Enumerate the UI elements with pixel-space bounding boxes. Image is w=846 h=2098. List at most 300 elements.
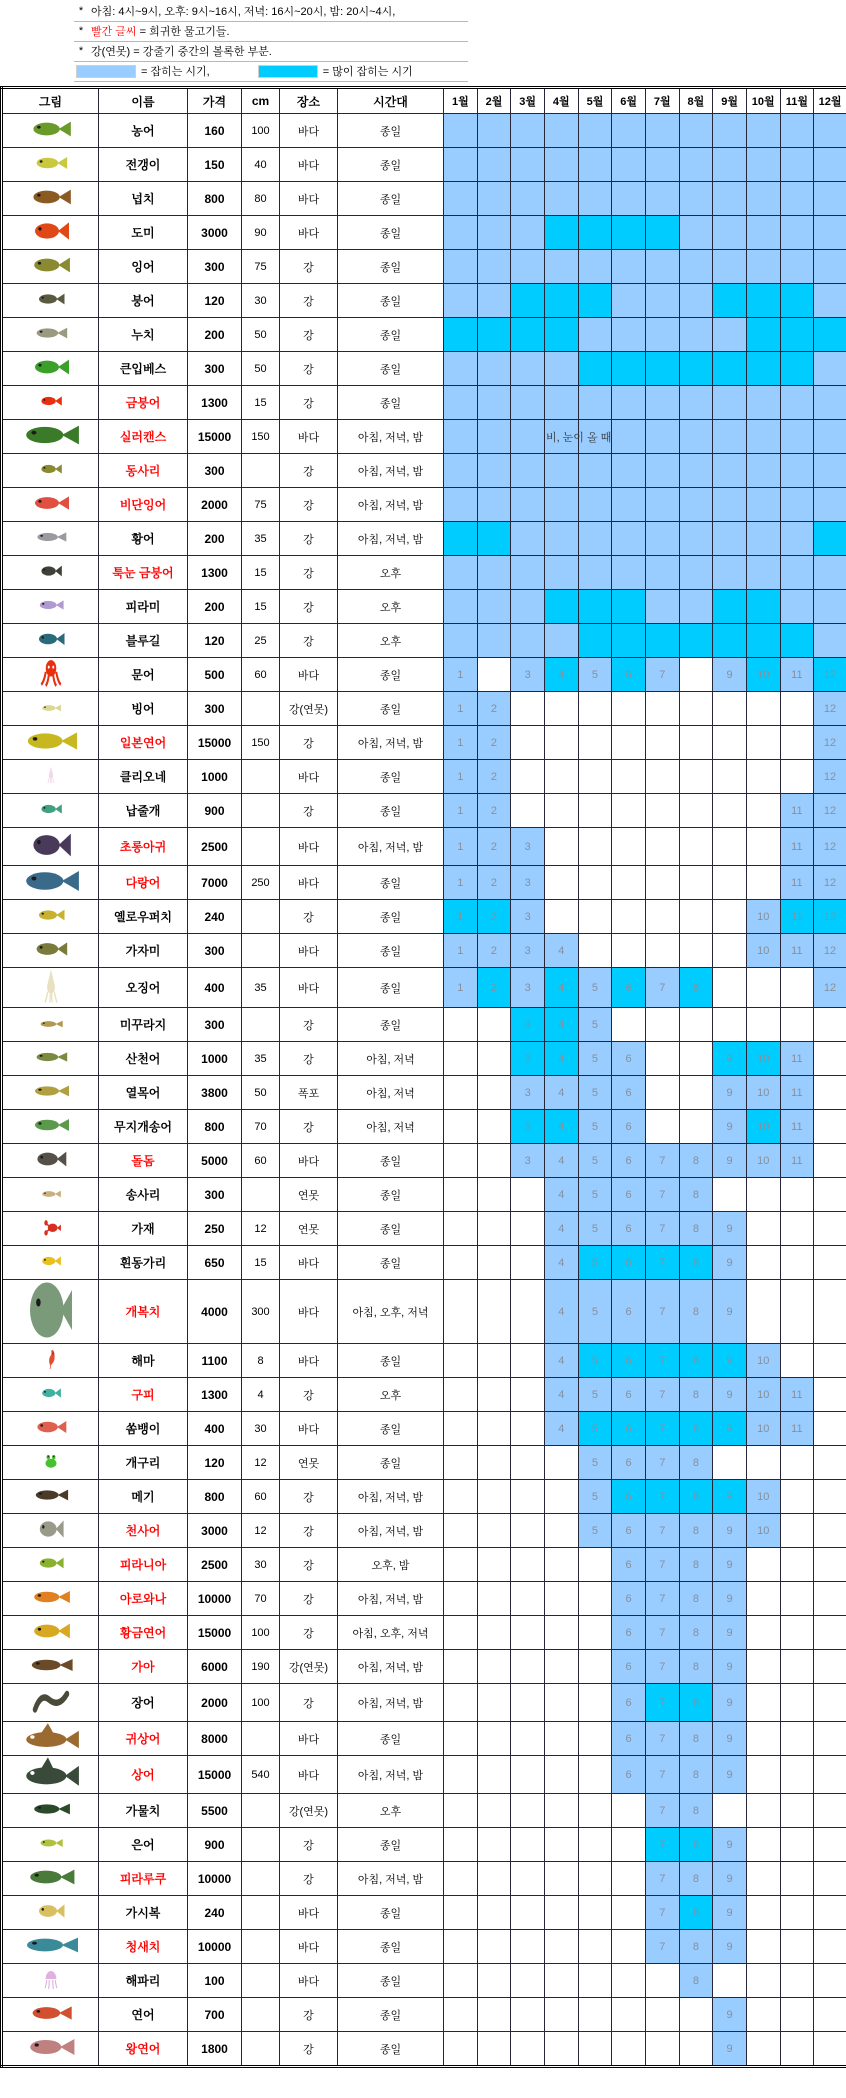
month-cell-6 — [612, 934, 646, 968]
fish-name: 동사리 — [99, 454, 188, 488]
fish-guide-table — [0, 86, 846, 2068]
month-cell-3 — [511, 1794, 545, 1828]
month-cell-8: 8 — [679, 1794, 713, 1828]
month-cell-6 — [612, 420, 646, 454]
fish-image — [40, 1452, 62, 1470]
month-cell-7 — [645, 1008, 679, 1042]
many-swatch-label: = 많이 잡히는 시기 — [322, 66, 413, 78]
month-cell-7 — [645, 454, 679, 488]
month-column-header: 10월 — [746, 88, 780, 114]
fish-row — [2, 114, 846, 148]
month-column-header: 5월 — [578, 88, 612, 114]
month-cell-5 — [578, 1964, 612, 1998]
month-cell-2 — [477, 1998, 511, 2032]
fish-time-band: 종일 — [338, 794, 444, 828]
month-cell-8: 8 — [679, 1144, 713, 1178]
fish-row — [2, 1212, 846, 1246]
month-cell-4 — [544, 624, 578, 658]
month-cell-10 — [746, 2032, 780, 2067]
month-cell-5 — [578, 148, 612, 182]
month-cell-3 — [511, 1378, 545, 1412]
fish-image-cell — [2, 1076, 99, 1110]
month-cell-5 — [578, 284, 612, 318]
month-cell-10 — [746, 1862, 780, 1896]
fish-row — [2, 1722, 846, 1756]
month-cell-6: 6 — [612, 658, 646, 692]
month-cell-7: 7 — [645, 1616, 679, 1650]
month-cell-9 — [713, 114, 747, 148]
month-cell-4 — [544, 1446, 578, 1480]
month-cell-7 — [645, 284, 679, 318]
fish-row — [2, 1446, 846, 1480]
month-cell-2 — [477, 284, 511, 318]
month-cell-12: 12 — [814, 726, 846, 760]
month-cell-9: 9 — [713, 1514, 747, 1548]
month-cell-3 — [511, 2032, 545, 2067]
month-cell-1: 1 — [444, 658, 478, 692]
month-cell-10 — [746, 866, 780, 900]
legend-line-river-pond — [74, 42, 468, 62]
month-cell-10 — [746, 114, 780, 148]
month-cell-8: 8 — [679, 1212, 713, 1246]
month-cell-6: 6 — [612, 1616, 646, 1650]
fish-place: 바다 — [280, 1280, 338, 1344]
fish-image — [40, 1217, 62, 1237]
month-cell-7: 7 — [645, 1280, 679, 1344]
month-cell-10 — [746, 1008, 780, 1042]
month-cell-5 — [578, 1582, 612, 1616]
month-cell-10 — [746, 386, 780, 420]
month-cell-9 — [713, 1178, 747, 1212]
month-cell-6 — [612, 590, 646, 624]
month-cell-3 — [511, 726, 545, 760]
month-cell-2 — [477, 420, 511, 454]
month-cell-7 — [645, 1110, 679, 1144]
fish-time-band: 오후 — [338, 1378, 444, 1412]
month-cell-7: 7 — [645, 1722, 679, 1756]
month-cell-3 — [511, 1344, 545, 1378]
month-cell-4: 4 — [544, 658, 578, 692]
fish-image-cell — [2, 488, 99, 522]
fish-image-cell — [2, 590, 99, 624]
month-cell-3: 3 — [511, 866, 545, 900]
fish-length-cm: 35 — [242, 968, 280, 1008]
month-cell-5: 5 — [578, 1280, 612, 1344]
month-cell-1 — [444, 522, 478, 556]
fish-image — [20, 1722, 82, 1752]
month-cell-3 — [511, 216, 545, 250]
month-cell-8 — [679, 866, 713, 900]
fish-place: 강 — [280, 1480, 338, 1514]
month-cell-12 — [814, 1246, 846, 1280]
month-cell-6: 6 — [612, 1144, 646, 1178]
month-cell-4: 4 — [544, 1246, 578, 1280]
fish-place: 강 — [280, 284, 338, 318]
month-cell-10 — [746, 1616, 780, 1650]
fish-image-cell — [2, 182, 99, 216]
fish-image — [33, 1050, 69, 1064]
month-cell-9 — [713, 386, 747, 420]
month-cell-10 — [746, 182, 780, 216]
month-cell-1 — [444, 1828, 478, 1862]
month-cell-11 — [780, 1480, 814, 1514]
fish-time-band: 종일 — [338, 692, 444, 726]
legend-line-rare — [74, 22, 468, 42]
fish-image — [29, 118, 73, 140]
month-cell-2: 2 — [477, 900, 511, 934]
month-cell-10: 10 — [746, 1514, 780, 1548]
fish-image — [33, 325, 69, 341]
month-cell-4 — [544, 1964, 578, 1998]
month-column-header: 1월 — [444, 88, 478, 114]
fish-image — [30, 1801, 72, 1817]
month-cell-3 — [511, 590, 545, 624]
month-cell-8: 8 — [679, 1582, 713, 1616]
fish-image-cell — [2, 726, 99, 760]
month-cell-11 — [780, 148, 814, 182]
month-cell-3: 3 — [511, 900, 545, 934]
fish-length-cm — [242, 934, 280, 968]
month-cell-6: 6 — [612, 1212, 646, 1246]
month-cell-4 — [544, 866, 578, 900]
month-cell-4 — [544, 692, 578, 726]
month-cell-4: 4 — [544, 1412, 578, 1446]
month-cell-1: 1 — [444, 828, 478, 866]
month-cell-6 — [612, 866, 646, 900]
month-cell-6 — [612, 352, 646, 386]
month-cell-12 — [814, 284, 846, 318]
month-cell-10 — [746, 352, 780, 386]
fish-row — [2, 1548, 846, 1582]
legend-river-pond-text: 강(연못) = 강줄기 중간의 볼록한 부분. — [91, 46, 272, 58]
month-cell-1 — [444, 1862, 478, 1896]
month-cell-2: 2 — [477, 726, 511, 760]
fish-image-cell — [2, 1110, 99, 1144]
fish-place: 바다 — [280, 658, 338, 692]
fish-name: 빙어 — [99, 692, 188, 726]
month-cell-9 — [713, 216, 747, 250]
fish-name: 도미 — [99, 216, 188, 250]
month-cell-6: 6 — [612, 968, 646, 1008]
month-cell-7 — [645, 556, 679, 590]
month-cell-8 — [679, 1008, 713, 1042]
fish-time-band: 아침, 저녁, 밤 — [338, 726, 444, 760]
fish-row — [2, 658, 846, 692]
month-cell-11 — [780, 1446, 814, 1480]
fish-price: 200 — [188, 590, 242, 624]
month-cell-1 — [444, 1212, 478, 1246]
month-cell-8: 8 — [679, 1446, 713, 1480]
month-cell-7: 7 — [645, 1212, 679, 1246]
month-cell-9 — [713, 624, 747, 658]
month-cell-3 — [511, 1828, 545, 1862]
month-cell-10 — [746, 794, 780, 828]
month-cell-4 — [544, 1480, 578, 1514]
fish-image — [32, 1487, 70, 1503]
month-cell-2 — [477, 1828, 511, 1862]
fish-time-band: 종일 — [338, 1144, 444, 1178]
fish-length-cm: 25 — [242, 624, 280, 658]
month-cell-10 — [746, 1684, 780, 1722]
month-cell-1 — [444, 556, 478, 590]
month-cell-10 — [746, 488, 780, 522]
month-column-header: 11월 — [780, 88, 814, 114]
fish-price: 400 — [188, 1412, 242, 1446]
month-cell-3 — [511, 1756, 545, 1794]
month-cell-12 — [814, 148, 846, 182]
month-cell-10 — [746, 1794, 780, 1828]
month-cell-11: 11 — [780, 1110, 814, 1144]
fish-price: 15000 — [188, 420, 242, 454]
month-cell-7 — [645, 352, 679, 386]
month-cell-1 — [444, 1794, 478, 1828]
month-cell-4 — [544, 2032, 578, 2067]
month-cell-10 — [746, 148, 780, 182]
month-cell-10 — [746, 760, 780, 794]
month-cell-9 — [713, 590, 747, 624]
month-cell-6 — [612, 1008, 646, 1042]
fish-place: 바다 — [280, 1246, 338, 1280]
month-cell-2 — [477, 624, 511, 658]
month-cell-1 — [444, 1076, 478, 1110]
month-cell-4 — [544, 318, 578, 352]
month-cell-8 — [679, 454, 713, 488]
fish-image — [38, 1837, 64, 1849]
month-cell-4 — [544, 148, 578, 182]
fish-image — [37, 1516, 65, 1542]
month-cell-5 — [578, 216, 612, 250]
fish-row — [2, 148, 846, 182]
month-cell-2 — [477, 1684, 511, 1722]
fish-place: 바다 — [280, 1756, 338, 1794]
month-cell-4 — [544, 352, 578, 386]
fish-price: 200 — [188, 318, 242, 352]
month-cell-4: 4 — [544, 1378, 578, 1412]
fish-image-cell — [2, 1862, 99, 1896]
fish-place: 강 — [280, 1378, 338, 1412]
month-cell-6 — [612, 1998, 646, 2032]
month-cell-3 — [511, 1896, 545, 1930]
fish-row — [2, 828, 846, 866]
month-cell-7 — [645, 1998, 679, 2032]
month-cell-4: 4 — [544, 1144, 578, 1178]
month-cell-11: 11 — [780, 1144, 814, 1178]
fish-price: 6000 — [188, 1650, 242, 1684]
month-cell-10 — [746, 454, 780, 488]
month-cell-12 — [814, 1794, 846, 1828]
fish-price: 1800 — [188, 2032, 242, 2067]
fish-row — [2, 1110, 846, 1144]
month-cell-2 — [477, 250, 511, 284]
fish-time-band: 아침, 저녁 — [338, 1110, 444, 1144]
month-cell-12 — [814, 386, 846, 420]
month-cell-6 — [612, 454, 646, 488]
month-cell-8: 8 — [679, 1246, 713, 1280]
fish-image-cell — [2, 1514, 99, 1548]
month-cell-11: 11 — [780, 794, 814, 828]
month-cell-2 — [477, 1008, 511, 1042]
month-cell-8: 8 — [679, 1684, 713, 1722]
month-cell-11 — [780, 284, 814, 318]
legend-rare-red-text: 빨간 글씨 — [91, 26, 137, 38]
fish-image-cell — [2, 1964, 99, 1998]
fish-place: 강 — [280, 522, 338, 556]
month-cell-2 — [477, 1548, 511, 1582]
month-cell-2: 2 — [477, 794, 511, 828]
month-cell-12 — [814, 1042, 846, 1076]
fish-length-cm: 50 — [242, 352, 280, 386]
month-cell-4: 4 — [544, 968, 578, 1008]
fish-row — [2, 1076, 846, 1110]
month-cell-3: 3 — [511, 1008, 545, 1042]
fish-time-band: 종일 — [338, 148, 444, 182]
month-cell-7 — [645, 760, 679, 794]
fish-image — [20, 421, 82, 449]
month-cell-2 — [477, 1480, 511, 1514]
fish-name: 무지개송어 — [99, 1110, 188, 1144]
month-cell-1 — [444, 318, 478, 352]
month-cell-2 — [477, 556, 511, 590]
fish-time-band: 오후 — [338, 590, 444, 624]
month-cell-7 — [645, 114, 679, 148]
fish-time-band: 종일 — [338, 968, 444, 1008]
fish-row — [2, 1930, 846, 1964]
month-cell-3 — [511, 1964, 545, 1998]
month-cell-11 — [780, 1684, 814, 1722]
month-cell-12: 12 — [814, 900, 846, 934]
month-cell-8 — [679, 726, 713, 760]
fish-time-band: 종일 — [338, 318, 444, 352]
fish-price: 900 — [188, 1828, 242, 1862]
fish-length-cm: 12 — [242, 1446, 280, 1480]
month-cell-3 — [511, 1862, 545, 1896]
fish-name: 황금연어 — [99, 1616, 188, 1650]
fish-image — [31, 218, 71, 244]
fish-image-cell — [2, 386, 99, 420]
fish-price: 800 — [188, 1480, 242, 1514]
fish-image-cell — [2, 1480, 99, 1514]
fish-image-cell — [2, 1616, 99, 1650]
month-cell-1 — [444, 1042, 478, 1076]
fish-length-cm: 60 — [242, 1480, 280, 1514]
fish-length-cm: 4 — [242, 1378, 280, 1412]
month-cell-7 — [645, 900, 679, 934]
month-cell-3 — [511, 250, 545, 284]
fish-price: 3000 — [188, 216, 242, 250]
month-cell-6: 6 — [612, 1446, 646, 1480]
month-cell-10 — [746, 1650, 780, 1684]
fish-name: 다랑어 — [99, 866, 188, 900]
fish-name: 송사리 — [99, 1178, 188, 1212]
month-cell-10 — [746, 1722, 780, 1756]
month-cell-2 — [477, 1378, 511, 1412]
fish-name: 왕연어 — [99, 2032, 188, 2067]
month-cell-4: 4 — [544, 1042, 578, 1076]
fish-time-band: 종일 — [338, 1998, 444, 2032]
fish-price: 2500 — [188, 1548, 242, 1582]
fish-name: 가아 — [99, 1650, 188, 1684]
fish-place: 연못 — [280, 1212, 338, 1246]
fish-row — [2, 1828, 846, 1862]
month-cell-1 — [444, 1548, 478, 1582]
month-cell-12 — [814, 1964, 846, 1998]
month-cell-2 — [477, 1964, 511, 1998]
fish-image-cell — [2, 1008, 99, 1042]
month-cell-6 — [612, 182, 646, 216]
month-cell-4 — [544, 1794, 578, 1828]
month-cell-7 — [645, 590, 679, 624]
month-cell-2 — [477, 1344, 511, 1378]
month-cell-5: 5 — [578, 1378, 612, 1412]
month-cell-1 — [444, 1650, 478, 1684]
month-cell-8 — [679, 2032, 713, 2067]
month-cell-10 — [746, 216, 780, 250]
month-cell-3 — [511, 386, 545, 420]
fish-length-cm — [242, 1930, 280, 1964]
fish-length-cm: 15 — [242, 386, 280, 420]
month-cell-7: 7 — [645, 1446, 679, 1480]
month-cell-8 — [679, 934, 713, 968]
fish-row — [2, 1650, 846, 1684]
fish-image-cell — [2, 2032, 99, 2067]
month-cell-7: 7 — [645, 1378, 679, 1412]
month-cell-3 — [511, 692, 545, 726]
fish-length-cm: 100 — [242, 114, 280, 148]
month-cell-11 — [780, 420, 814, 454]
month-cell-7: 7 — [645, 1930, 679, 1964]
month-cell-9: 9 — [713, 1616, 747, 1650]
bullet: * — [78, 25, 84, 37]
month-cell-7: 7 — [645, 1178, 679, 1212]
fish-name: 블루길 — [99, 624, 188, 658]
fish-length-cm: 250 — [242, 866, 280, 900]
fish-time-band: 종일 — [338, 284, 444, 318]
fish-time-band: 종일 — [338, 1722, 444, 1756]
fish-length-cm — [242, 1794, 280, 1828]
month-cell-1 — [444, 1684, 478, 1722]
month-cell-8: 8 — [679, 968, 713, 1008]
fish-length-cm — [242, 1722, 280, 1756]
month-cell-6 — [612, 1794, 646, 1828]
month-cell-10 — [746, 1964, 780, 1998]
month-cell-10 — [746, 1998, 780, 2032]
fish-name: 열목어 — [99, 1076, 188, 1110]
fish-image-cell — [2, 284, 99, 318]
catch-color-swatch — [76, 65, 136, 78]
month-cell-11 — [780, 1280, 814, 1344]
fish-row — [2, 1246, 846, 1280]
fish-price: 300 — [188, 250, 242, 284]
month-cell-6: 6 — [612, 1042, 646, 1076]
month-cell-1: 1 — [444, 794, 478, 828]
fish-row — [2, 420, 846, 454]
fish-row — [2, 182, 846, 216]
month-cell-2 — [477, 1930, 511, 1964]
month-cell-12: 12 — [814, 828, 846, 866]
month-cell-11 — [780, 1178, 814, 1212]
month-cell-5 — [578, 318, 612, 352]
month-cell-4 — [544, 556, 578, 590]
month-cell-9: 9 — [713, 658, 747, 692]
month-cell-9: 9 — [713, 1246, 747, 1280]
fish-row — [2, 866, 846, 900]
month-cell-11 — [780, 2032, 814, 2067]
month-cell-2 — [477, 1896, 511, 1930]
month-cell-4 — [544, 182, 578, 216]
month-cell-11 — [780, 760, 814, 794]
fish-price: 300 — [188, 934, 242, 968]
month-cell-10: 10 — [746, 1412, 780, 1446]
